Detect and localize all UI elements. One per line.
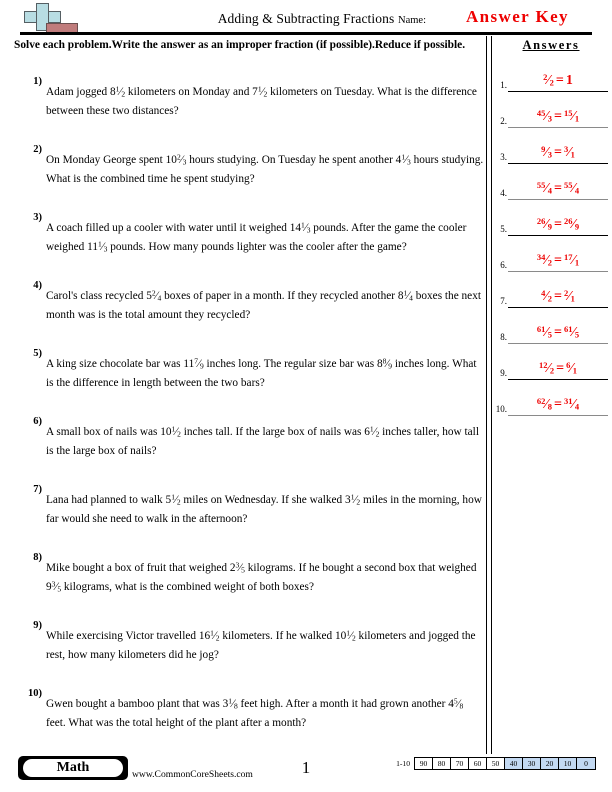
problem-item <box>14 688 484 756</box>
answer-rule <box>508 307 608 308</box>
answer-rule <box>508 415 608 416</box>
problem-item <box>14 212 484 280</box>
problem-item <box>14 552 484 620</box>
answer-index: 7. <box>500 296 507 306</box>
answer-value: $^4$⁄2 = $^2$⁄1 <box>541 287 575 304</box>
answer-rule <box>508 127 608 128</box>
problem-number: 6) <box>33 416 42 427</box>
answer-rule <box>508 235 608 236</box>
answer-value: $^{61}$⁄5 = $^{61}$⁄5 <box>536 323 580 340</box>
problem-text: Carol's class recycled $5^2⁄4$ boxes of paper in a month. If they recycled another $8^1⁄4$ boxes the next month was is the total amount they recycled? <box>46 288 481 321</box>
answer-key-badge: Answer Key <box>466 7 569 26</box>
answer-row <box>492 129 610 164</box>
score-scale <box>396 757 596 770</box>
answer-index: 4. <box>500 188 507 198</box>
answer-rule <box>508 379 608 380</box>
problem-text: On Monday George spent $10^2⁄3$ hours studying. On Tuesday he spent another $4^1⁄3$ hours studying. What is the combined time he spent studying? <box>46 152 484 185</box>
score-box: 80 <box>433 758 451 769</box>
page-header <box>0 0 612 36</box>
problem-text: Gwen bought a bamboo plant that was $3^1⁄8$ feet high. After a month it had grown another $4^5⁄8$ feet. What was the total height of the plant after a month? <box>46 696 464 729</box>
answer-index: 2. <box>500 116 507 126</box>
problem-text: A king size chocolate bar was $11^7⁄9$ inches long. The regular size bar was $8^8⁄9$ inches long. What is the difference in length between the two bars? <box>46 356 477 389</box>
answers-heading: Answers <box>522 38 580 52</box>
problem-item <box>14 348 484 416</box>
score-scale-range: 1-10 <box>396 759 410 768</box>
score-box: 50 <box>487 758 505 769</box>
problem-list <box>14 76 484 756</box>
problem-text: Lana had planned to walk $5^1⁄2$ miles on Wednesday. If she walked $3^1⁄2$ miles in the morning, how far would she need to walk in the afternoon? <box>46 492 482 525</box>
problem-item <box>14 484 484 552</box>
answer-row <box>492 93 610 128</box>
page-title: Adding & Subtracting Fractions <box>217 11 395 26</box>
answer-value: $^2$⁄2 = 1 <box>543 71 573 88</box>
problem-text: Adam jogged $8^1⁄2$ kilometers on Monday and $7^1⁄2$ kilometers on Tuesday. What is the difference between these two distances? <box>46 84 477 117</box>
problem-number: 1) <box>33 76 42 87</box>
problem-item <box>14 144 484 212</box>
problem-item <box>14 280 484 348</box>
answer-rule <box>508 271 608 272</box>
score-box: 40 <box>505 758 523 769</box>
problem-number: 7) <box>33 484 42 495</box>
score-box: 0 <box>577 758 595 769</box>
answer-row <box>492 273 610 308</box>
answer-value: $^{34}$⁄2 = $^{17}$⁄1 <box>536 251 580 268</box>
page-number: 1 <box>301 758 311 777</box>
problem-text: A small box of nails was $10^1⁄2$ inches tall. If the large box of nails was $6^1⁄2$ inches taller, how tall is the large box of nails? <box>46 424 479 457</box>
problem-number: 9) <box>33 620 42 631</box>
answer-rule <box>508 199 608 200</box>
answer-index: 8. <box>500 332 507 342</box>
answer-value: $^{26}$⁄9 = $^{26}$⁄9 <box>536 215 580 232</box>
page-footer <box>0 752 612 792</box>
answer-row <box>492 165 610 200</box>
score-box: 70 <box>451 758 469 769</box>
answers-column <box>492 38 610 416</box>
answer-value: $^{62}$⁄8 = $^{31}$⁄4 <box>536 395 580 412</box>
answers-list <box>492 57 610 416</box>
answer-index: 6. <box>500 260 507 270</box>
site-url: www.CommonCoreSheets.com <box>132 769 253 780</box>
answer-index: 9. <box>500 368 507 378</box>
answer-row <box>492 201 610 236</box>
score-box: 30 <box>523 758 541 769</box>
score-scale-boxes <box>414 757 596 770</box>
answer-row <box>492 237 610 272</box>
header-divider <box>20 32 592 35</box>
score-box: 10 <box>559 758 577 769</box>
answer-row <box>492 381 610 416</box>
problem-number: 2) <box>33 144 42 155</box>
subject-badge-label: Math <box>23 759 123 777</box>
score-box: 60 <box>469 758 487 769</box>
instructions-text: Solve each problem.Write the answer as an improper fraction (if possible).Reduce if possible. <box>14 39 466 51</box>
answer-row <box>492 309 610 344</box>
problem-text: Mike bought a box of fruit that weighed $2^3⁄5$ kilograms. If he bought a second box that weighed $9^3⁄5$ kilograms, what is the combined weight of both boxes? <box>46 560 477 594</box>
answer-value: $^{45}$⁄3 = $^{15}$⁄1 <box>536 107 580 124</box>
problem-item <box>14 620 484 688</box>
problem-number: 10) <box>28 688 42 699</box>
answer-index: 1. <box>500 80 507 90</box>
problem-text: A coach filled up a cooler with water until it weighed $14^1⁄3$ pounds. After the game the cooler weighed $11^1⁄3$ pounds. How many pounds lighter was the cooler after the game? <box>46 220 467 254</box>
answer-index: 3. <box>500 152 507 162</box>
problem-number: 5) <box>33 348 42 359</box>
problem-number: 4) <box>33 280 42 291</box>
problem-item <box>14 76 484 144</box>
answer-rule <box>508 163 608 164</box>
name-label: Name: <box>398 15 426 26</box>
answer-rule <box>508 91 608 92</box>
answer-index: 10. <box>495 404 507 414</box>
score-box: 20 <box>541 758 559 769</box>
score-box: 90 <box>415 758 433 769</box>
answer-row <box>492 57 610 92</box>
problem-number: 8) <box>33 552 42 563</box>
problem-number: 3) <box>33 212 42 223</box>
answer-value: $^{55}$⁄4 = $^{55}$⁄4 <box>536 179 580 196</box>
answer-value: $^9$⁄3 = $^3$⁄1 <box>541 143 575 160</box>
problem-text: While exercising Victor travelled $16^1⁄2$ kilometers. If he walked $10^1⁄2$ kilometers and jogged the rest, how many kilometers did he jog? <box>46 628 476 661</box>
answer-row <box>492 345 610 380</box>
answer-value: $^{12}$⁄2 = $^6$⁄1 <box>539 359 577 376</box>
problem-item <box>14 416 484 484</box>
answer-rule <box>508 343 608 344</box>
answer-index: 5. <box>500 224 507 234</box>
